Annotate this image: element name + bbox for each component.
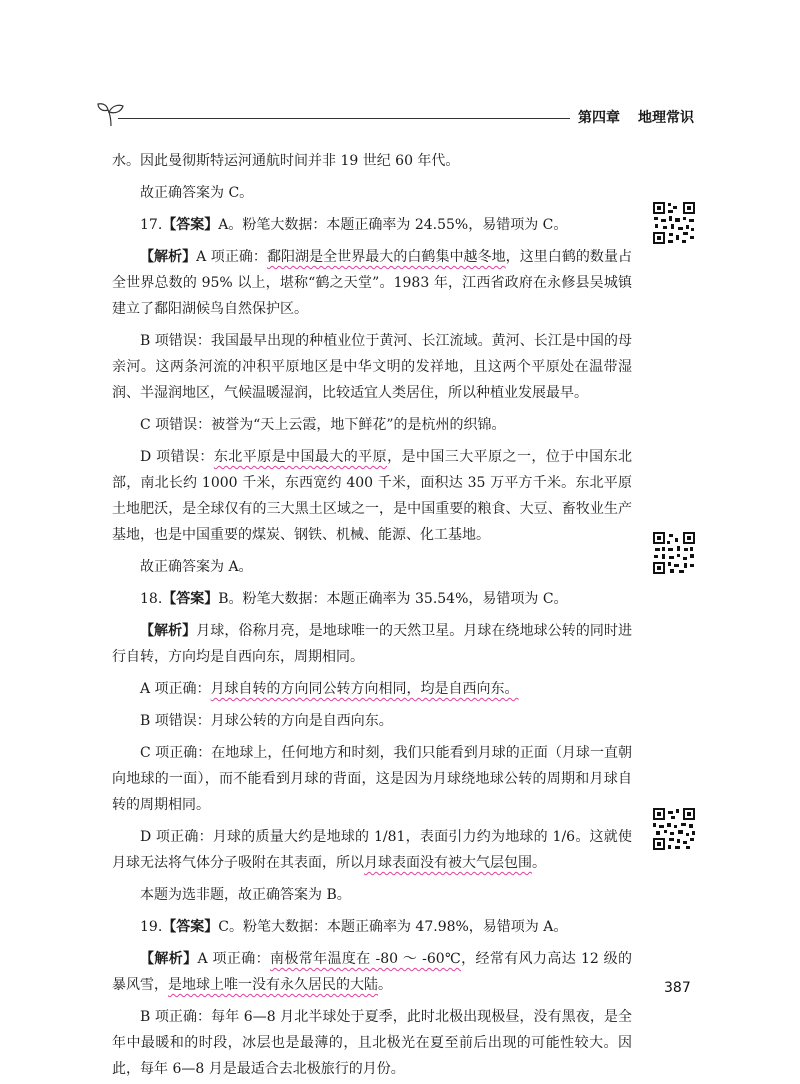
analysis-18-a: A 项正确：月球自转的方向同公转方向相同，均是自西向东。 [140,681,519,697]
highlighted-text: 月球表面没有被大气层包围 [364,855,532,871]
final-answer-17: 故正确答案为 A。 [140,559,253,575]
answer-line-19: 19.【答案】C。粉笔大数据：本题正确率为 47.98%，易错项为 A。 [140,919,568,935]
highlighted-text: 南极常年温度在 -80 ～ -60℃ [270,951,462,967]
analysis-17-c: C 项错误：被誉为“天上云霞，地下鲜花”的是杭州的织锦。 [140,417,506,433]
analysis-19-b: B 项正确：每年 6—8 月北半球处于夏季，此时北极出现极昼，没有黑夜，是全年中最暖和的时段，冰层也是最薄的，且北极光在夏至前后出现的可能性较大。因此，每年 6—8 月是最适合去北极旅行的月份。 [112,1009,632,1077]
analysis-18-d: D 项正确：月球的质量大约是地球的 1/81，表面引力约为地球的 1/6。这就使月球无法将气体分子吸附在其表面，所以月球表面没有被大气层包围。 [112,829,632,871]
header-rule [118,118,570,119]
page-number: 387 [664,980,691,996]
highlighted-text: 是地球上唯一没有永久居民的大陆 [168,977,378,993]
analysis-17-b: B 项错误：我国最早出现的种植业位于黄河、长江流域。黄河、长江是中国的母亲河。这两条河流的冲积平原地区是中华文明的发祥地，且这两个平原处在温带湿润、半湿润地区，气候温暖湿润，比较适宜人类居住，所以种植业发展最早。 [112,333,632,401]
answer-line-17: 17.【答案】A。粉笔大数据：本题正确率为 24.55%，易错项为 C。 [140,217,568,233]
analysis-19-a: 【解析】A 项正确：南极常年温度在 -80 ～ -60℃，经常有风力高达 12 级的暴风雪，是地球上唯一没有永久居民的大陆。 [112,951,633,993]
qr-code-icon [652,531,696,575]
analysis-17-a: 【解析】A 项正确：鄱阳湖是全世界最大的白鹤集中越冬地，这里白鹤的数量占全世界总数的 95% 以上，堪称“鹤之天堂”。1983 年，江西省政府在永修县吴城镇建立了鄱阳湖候鸟自然保护区。 [112,249,633,317]
highlighted-text: 月球自转的方向同公转方向相同，均是自西向东。 [210,681,519,697]
leaf-sprout-icon [96,100,126,128]
highlighted-text: 东北平原是中国最大的平原 [213,449,388,465]
running-header [0,96,800,136]
analysis-17-d: D 项错误：东北平原是中国最大的平原，是中国三大平原之一，位于中国东北部，南北长约 1000 千米，东西宽约 400 千米，面积达 35 万平方千米。东北平原土地肥沃，是全球仅有的三大黑土区域之一，是中国重要的粮食、大豆、畜牧业生产基地，也是中国重要的煤炭、钢铁、机械、能源、化工基地。 [112,449,633,543]
analysis-18-c: C 项正确：在地球上，任何地方和时刻，我们只能看到月球的正面（月球一直朝向地球的一面），而不能看到月球的背面，这是因为月球绕地球公转的周期和月球自转的周期相同。 [112,745,632,813]
paragraph: 故正确答案为 C。 [140,185,254,201]
final-answer-18: 本题为选非题，故正确答案为 B。 [140,887,351,903]
analysis-18-intro: 【解析】月球，俗称月亮，是地球唯一的天然卫星。月球在绕地球公转的同时进行自转，方向均是自西向东，周期相同。 [112,623,633,665]
analysis-18-b: B 项错误：月球公转的方向是自西向东。 [140,713,393,729]
paragraph: 水。因此曼彻斯特运河通航时间并非 19 世纪 60 年代。 [112,153,460,169]
qr-code-icon [652,807,696,851]
chapter-number: 第四章 [578,110,620,126]
page-body [112,148,632,1082]
answer-line-18: 18.【答案】B。粉笔大数据：本题正确率为 35.54%，易错项为 C。 [140,591,568,607]
qr-code-icon [652,201,696,245]
chapter-title: 地理常识 [638,110,694,126]
highlighted-text: 鄱阳湖是全世界最大的白鹤集中越冬地 [266,249,506,265]
